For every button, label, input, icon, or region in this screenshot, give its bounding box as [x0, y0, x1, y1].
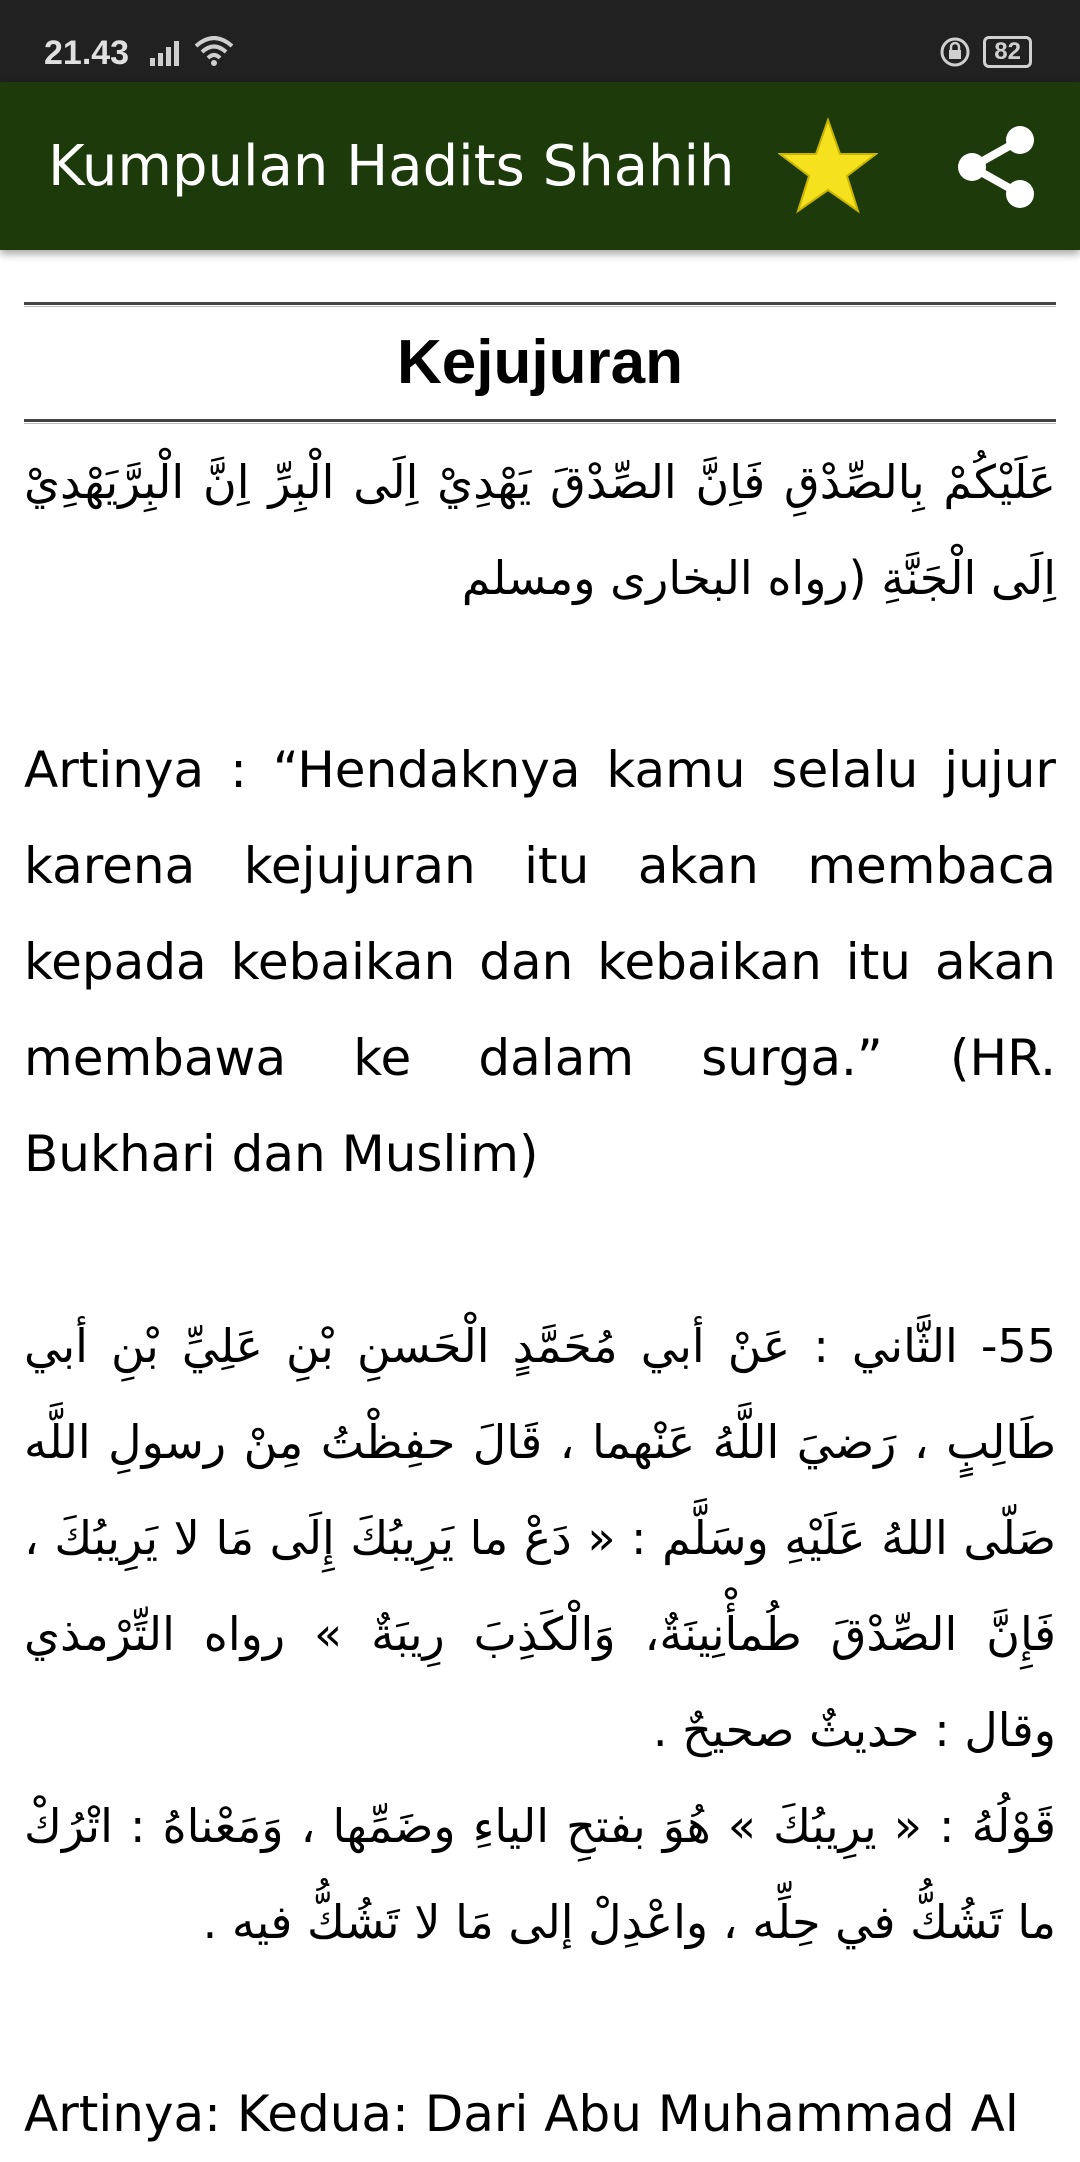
title-divider-bottom: [24, 419, 1056, 424]
status-icons: [148, 36, 234, 66]
share-icon[interactable]: [952, 122, 1042, 212]
signal-icon: [148, 40, 184, 66]
status-time: 21.43: [44, 34, 130, 72]
status-bar: [0, 0, 1080, 82]
app-title: Kumpulan Hadits Shahih: [48, 133, 735, 199]
spacer: [24, 1970, 1056, 2066]
article-title: Kejujuran: [397, 328, 683, 397]
app-bar: [0, 82, 1080, 250]
spacer: [24, 626, 1056, 722]
wifi-icon: [194, 36, 234, 66]
hadith-1-translation: Artinya : “Hendaknya kamu selalu jujur karena kejujuran itu akan membaca kepada kebaikan dan kebaikan itu akan membawa ke dalam surga.” (HR. Bukhari dan Muslim): [24, 741, 1056, 1183]
spacer: [24, 1202, 1056, 1298]
hadith-2-note: قَوْلُهُ : « يرِيبُكَ » هُوَ بفتحِ الياءِ وضَمِّها ، وَمَعْناهُ : اتْرُكْ ما تَشُكُّ في حِلِّه ، واعْدِلْ إلى مَا لا تَشُكُّ فيه .: [24, 1799, 1056, 1949]
hadith-2-arabic: 55- الثَّاني : عَنْ أبي مُحَمَّدٍ الْحَسنِ بْنِ عَلِيِّ بْنِ أبي طَالِبٍ ، رَضيَ اللَّهُ عَنْهما ، قَالَ حفِظْتُ مِنْ رسولِ اللَّه صَلّى اللهُ عَلَيْهِ وسَلَّم : « دَعْ ما يَرِيبُكَ إِلَى مَا لا يَرِيبُكَ ، فَإِنَّ الصِّدْقَ طُمأْنِينَةٌ، وَالْكَذِبَ رِيبَةٌ » رواه التِّرْمذي وقال : حديثٌ صحيحٌ .: [24, 1319, 1056, 1757]
hadith-2-translation: Artinya: Kedua: Dari Abu Muhammad Al: [24, 2085, 1019, 2143]
article-content: [0, 302, 1080, 2162]
rotation-lock-icon: [939, 36, 971, 68]
status-right: [939, 36, 1032, 68]
battery-indicator: 82: [983, 36, 1032, 68]
hadith-1-arabic: عَلَيْكُمْ بِالصِّدْقِ فَاِنَّ الصِّدْقَ يَهْدِيْ اِلَى الْبِرِّ اِنَّ الْبِرَّيَهْدِيْ اِلَى الْجَنَّةِ (رواه البخارى ومسلم: [24, 455, 1056, 605]
star-icon[interactable]: [778, 116, 878, 216]
